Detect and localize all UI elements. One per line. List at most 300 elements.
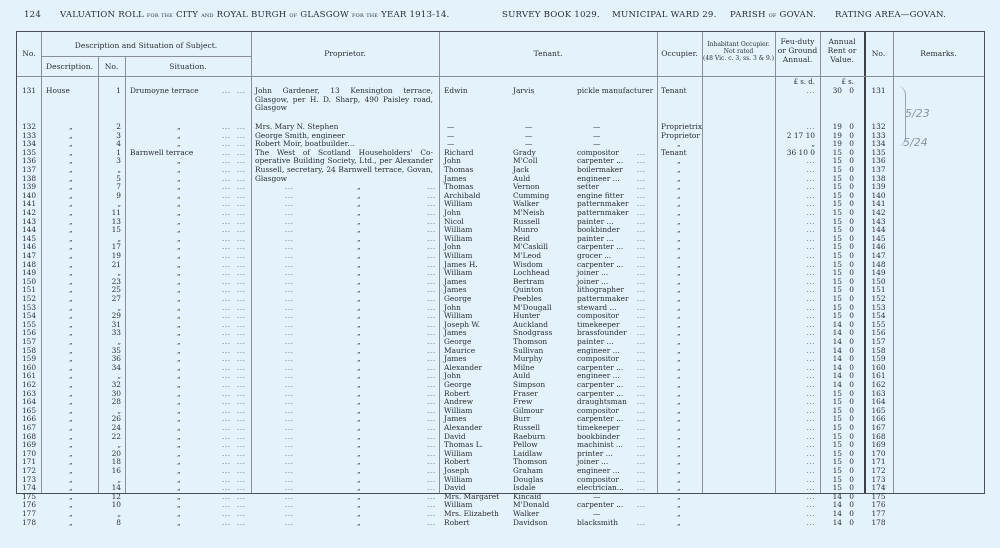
description: „ [69,260,73,269]
situation-filler: ... [222,311,231,321]
feu-units: £ s. d. [793,78,815,86]
rent-pounds: 15 [832,190,842,200]
sub-number: 34 [111,362,121,372]
row-number: 175 [21,491,37,501]
sub-number: 33 [111,328,121,338]
row-number-right: 153 [871,302,886,312]
situation-filler: ... [222,139,231,149]
sub-number: „ [117,406,121,415]
occupation-filler: ... [637,242,646,252]
occupation-filler: ... [637,190,646,200]
feu-duty: ... [806,190,815,200]
occupier-status: „ [677,209,681,217]
tenant-occupation: carpenter ... [577,414,624,424]
situation-filler: ... [222,233,231,243]
row-number: 157 [21,337,37,346]
situation-filler: ... [237,199,246,209]
proprietor-132: Mrs. Mary N. Stephen [255,122,339,131]
tenant-first-name: Robert [444,517,470,527]
row-number: 164 [21,397,37,407]
situation: „ [177,260,181,269]
description: „ [69,484,73,493]
proprietor-filler: ... [285,319,294,329]
sub-number: 29 [111,311,121,321]
row-number: 139 [21,182,37,192]
description: „ [69,209,73,217]
situation: „ [177,467,181,475]
rent-shillings: 0 [849,362,854,372]
rent-shillings: 0 [849,302,854,312]
proprietor-filler: ... [285,423,294,432]
proprietor-filler: ... [427,423,436,432]
situation-filler: ... [237,294,246,303]
rent-shillings: 0 [849,440,854,450]
rent-shillings: 0 [849,448,854,458]
proprietor-ditto: „ [357,200,361,209]
rent-shillings: 0 [849,190,854,200]
proprietor-ditto: „ [357,338,361,346]
row-number: 132 [21,122,37,131]
occupier-status: „ [677,467,681,475]
situation-filler: ... [237,466,246,475]
description: „ [69,398,73,407]
feu-duty: ... [806,380,815,389]
tenant-occupation: carpenter ... [577,500,624,510]
municipal-ward: MUNICIPAL WARD 29. [612,10,717,20]
rent-pounds: 19 [832,139,842,149]
row-number: 159 [21,354,37,364]
rent-shillings: 0 [849,354,854,364]
row-number: 145 [21,233,37,243]
feu-duty: ... [806,251,815,260]
tenant-occupation: painter ... [577,337,614,346]
occupier-status: Proprietrix [661,122,702,131]
proprietor-filler: ... [285,259,294,269]
rent-shillings: 0 [849,225,854,235]
proprietor-filler: ... [427,345,436,355]
proprietor-filler: ... [427,517,436,527]
proprietor-filler: ... [427,431,436,441]
situation-filler: ... [237,388,246,398]
situation-filler: ... [222,328,231,338]
description: „ [69,449,73,458]
row-number: 178 [21,517,37,527]
proprietor-filler: ... [427,311,436,321]
tenant-surname: Frew [513,397,533,407]
tenant-surname: M'Coll [513,156,538,166]
proprietor-filler: ... [427,500,436,510]
sub-number: 4 [116,139,121,149]
proprietor-ditto: „ [357,312,361,321]
description: „ [69,166,73,174]
occupation-filler: ... [637,199,646,209]
tenant-occupation: — [593,139,601,149]
occupier-status: „ [677,243,681,252]
occupier-status: „ [677,355,681,364]
rent-pounds: 15 [832,182,842,192]
row-number-right: 137 [871,165,886,174]
situation: „ [177,424,181,432]
sub-number: „ [117,441,121,450]
proprietor-ditto: „ [357,234,361,243]
proprietor-filler: ... [285,182,294,192]
occupier-status: Tenant [661,86,687,95]
tenant-first-name: David [444,483,466,493]
tenant-occupation: — [593,122,601,131]
page-header [24,10,984,24]
tenant-first-name: David [444,431,466,441]
tenant-occupation: — [593,491,601,501]
description: „ [69,234,73,243]
proprietor-ditto: „ [357,363,361,372]
rent-pounds: 14 [832,354,842,364]
header-rule [17,76,984,77]
tenant-first-name: William [444,500,473,510]
description: „ [69,424,73,432]
occupation-filler: ... [637,294,646,303]
row-number: 140 [21,190,37,200]
occupation-filler: ... [637,225,646,235]
situation-filler: ... [237,509,246,518]
occupier-status: „ [677,346,681,355]
row-number: 168 [21,431,37,441]
situation-filler: ... [222,216,231,226]
proprietor-ditto: „ [357,432,361,441]
feu-duty: ... [806,328,815,338]
occupation-filler: ... [637,165,646,174]
tenant-surname: Murphy [513,354,543,364]
occupation-filler: ... [637,302,646,312]
description: „ [69,510,73,518]
feu-duty: ... [806,345,815,355]
tenant-surname: Quinton [513,285,544,295]
occupation-filler: ... [637,517,646,527]
situation: „ [177,183,181,192]
proprietor-filler: ... [285,311,294,321]
proprietor-filler: ... [427,405,436,415]
remark-note-2: 5/24 [903,136,928,149]
proprietor-filler: ... [285,362,294,372]
row-number: 156 [21,328,37,338]
row-number-right: 161 [871,371,886,381]
tenant-surname: M'Leod [513,251,542,260]
occupier-status: „ [677,441,681,450]
situation-filler: ... [237,216,246,226]
inhabitant-line-3: (48 Vic. c. 3, ss. 3 & 9.) [702,55,775,62]
situation-filler: ... [222,319,231,329]
row-number: 161 [21,371,37,381]
situation-filler: ... [237,122,246,131]
rent-shillings: 0 [849,182,854,192]
tenant-surname: Thomson [513,337,548,346]
proprietor-ditto: „ [357,260,361,269]
situation-filler: ... [237,173,246,183]
rent-pounds: 15 [832,294,842,303]
row-number-right: 151 [871,285,886,295]
tenant-occupation: joiner ... [577,268,609,278]
situation-filler: ... [237,380,246,389]
proprietor-ditto: „ [357,381,361,389]
rent-shillings: 0 [849,345,854,355]
situation-filler: ... [237,337,246,346]
occupation-filler: ... [637,276,646,286]
tenant-first-name: James [444,414,467,424]
feu-duty: ... [806,156,815,166]
row-number: 148 [21,259,37,269]
row-number-right: 160 [871,362,886,372]
roll-title [60,10,450,20]
occupier-status: „ [677,277,681,286]
rent-shillings: 0 [849,173,854,183]
situation-filler: ... [237,397,246,407]
situation-filler: ... [222,466,231,475]
description: „ [69,475,73,484]
feu-duty: ... [806,423,815,432]
proprietor-filler: ... [285,509,294,518]
row-number-right: 136 [871,156,886,166]
rent-pounds: 15 [832,216,842,226]
tenant-occupation: painter ... [577,216,614,226]
proprietor-filler: ... [285,337,294,346]
occupation-filler: ... [637,147,646,157]
title-city: CITY [175,10,199,20]
sub-number: „ [117,475,121,484]
proprietor-filler: ... [285,294,294,303]
sub-number: „ [117,510,121,518]
rent-pounds: 15 [832,431,842,441]
situation-filler: ... [222,414,231,424]
occupation-filler: ... [637,431,646,441]
occupier-status: „ [677,140,681,149]
occupier-status: „ [677,475,681,484]
proprietor-filler: ... [427,509,436,518]
col-header-inhabitant [702,41,775,62]
occupier-status: „ [677,320,681,329]
situation: „ [177,303,181,312]
situation: „ [177,355,181,364]
occupier-status: „ [677,424,681,432]
sub-number: 19 [111,251,121,260]
proprietor-filler: ... [427,388,436,398]
tenant-occupation: grocer ... [577,251,612,260]
row-number: 173 [21,474,37,484]
row-number-right: 141 [871,199,886,209]
proprietor-filler: ... [285,431,294,441]
row-number: 165 [21,405,37,415]
description: „ [69,441,73,450]
rent-line-2: Rent or [827,46,857,55]
tenant-first-name: — [447,139,455,149]
situation-filler: ... [222,182,231,192]
row-number: 143 [21,216,37,226]
feu-duty: ... [806,337,815,346]
sub-number: „ [117,269,121,278]
sub-number: 5 [116,173,121,183]
occupier-status: „ [677,286,681,295]
feu-duty: ... [806,294,815,303]
situation-filler: ... [237,147,246,157]
row-number-right: 167 [871,423,886,432]
proprietor-filler: ... [285,405,294,415]
description: „ [69,372,73,381]
proprietor-ditto: „ [357,518,361,527]
situation: „ [177,295,181,303]
row-number-right: 155 [871,319,886,329]
situation-filler: ... [237,251,246,260]
occupier-status: Tenant [661,147,687,157]
rent-pounds: 14 [832,371,842,381]
situation: „ [177,243,181,252]
tenant-first-name: William [444,251,473,260]
tenant-occupation: carpenter ... [577,242,624,252]
occupation-filler: ... [637,405,646,415]
occupation-filler: ... [637,337,646,346]
rent-pounds: 14 [832,362,842,372]
situation-filler: ... [222,165,231,174]
row-number-right: 147 [871,251,886,260]
occupation-filler: ... [637,466,646,475]
tenant-first-name: James [444,354,467,364]
proprietor-ditto: „ [357,320,361,329]
proprietor-135: The West of Scotland Householders' Co-operative Building Society, Ltd., per Alexander Russell, secretary, 24 Barnwell terrace, Govan, Glasgow [255,147,433,183]
proprietor-filler: ... [427,328,436,338]
feu-duty: ... [806,302,815,312]
rent-pounds: 15 [832,233,842,243]
proprietor-filler: ... [427,483,436,493]
rent-pounds: 15 [832,405,842,415]
tenant-occupation: — [593,130,601,140]
row-number-right: 177 [871,509,886,518]
situation-filler: ... [222,268,231,278]
proprietor-filler: ... [427,294,436,303]
rent-shillings: 0 [849,517,854,527]
situation: Barnwell terrace [130,147,194,157]
row-number: 134 [21,139,37,149]
situation-filler: ... [237,448,246,458]
situation-filler: ... [237,474,246,484]
occupation-filler: ... [637,268,646,278]
occupier-status: „ [677,303,681,312]
proprietor-filler: ... [427,285,436,295]
rent-shillings: 0 [849,371,854,381]
row-number: 160 [21,362,37,372]
situation: „ [177,234,181,243]
situation-filler: ... [222,302,231,312]
tenant-surname: Douglas [513,474,544,484]
tenant-occupation: printer ... [577,448,613,458]
occupation-filler: ... [637,397,646,407]
row-number-right: 145 [871,233,886,243]
proprietor-filler: ... [427,337,436,346]
feu-duty: ... [806,440,815,450]
tenant-surname: Russell [513,423,541,432]
occupation-filler: ... [637,208,646,217]
col-header-feu-duty [775,37,820,64]
occupation-filler: ... [637,440,646,450]
table-row [17,87,984,96]
occupier-status: „ [677,183,681,192]
description: „ [69,252,73,260]
proprietor-filler: ... [285,457,294,467]
proprietor-ditto: „ [357,372,361,381]
tenant-first-name: George [444,337,472,346]
rent-shillings: 0 [849,233,854,243]
row-number: 142 [21,208,37,217]
description: House [46,86,70,95]
situation-filler: ... [222,225,231,235]
tenant-occupation: — [593,509,601,518]
tenant-first-name: James [444,285,467,295]
tenant-first-name: John [444,242,461,252]
sub-number: 20 [111,448,121,458]
description: „ [69,226,73,235]
proprietor-ditto: „ [357,449,361,458]
rent-shillings: 0 [849,156,854,166]
rent-pounds: 14 [832,491,842,501]
situation-filler: ... [237,86,246,95]
proprietor-ditto: „ [357,415,361,424]
situation: „ [177,501,181,510]
tenant-occupation: pickle manufacturer [577,86,654,95]
feu-duty: ... [806,405,815,415]
tenant-occupation: draughtsman [577,397,627,407]
occupier-status: „ [677,518,681,527]
situation: „ [177,191,181,200]
description: „ [69,406,73,415]
situation-filler: ... [222,448,231,458]
occupation-filler: ... [637,414,646,424]
situation-filler: ... [222,431,231,441]
row-number-right: 140 [871,190,886,200]
description: „ [69,432,73,441]
rent-shillings: 0 [849,130,854,140]
tenant-first-name: Maurice [444,345,476,355]
tenant-occupation: electrician... [577,483,624,493]
proprietor-ditto: „ [357,295,361,303]
feu-duty: ... [806,208,815,217]
proprietor-filler: ... [427,242,436,252]
tenant-surname: Snodgrass [513,328,553,338]
tenant-first-name: William [444,268,473,278]
rent-pounds: 15 [832,268,842,278]
feu-duty: ... [806,517,815,527]
title-royal-burgh: ROYAL BURGH [216,10,287,20]
sub-number: 31 [111,319,121,329]
valuation-table [16,31,985,527]
rent-shillings: 0 [849,139,854,149]
proprietor-filler: ... [285,276,294,286]
proprietor-133: George Smith, engineer [255,130,345,140]
proprietor-filler: ... [285,500,294,510]
feu-line-1: Feu-duty [780,37,815,46]
situation: „ [177,389,181,398]
proprietor-filler: ... [285,208,294,217]
description: „ [69,131,73,140]
proprietor-filler: ... [427,397,436,407]
row-number: 162 [21,380,37,389]
tenant-occupation: compositor [577,311,619,321]
tenant-occupation: bookbinder [577,431,620,441]
feu-duty: ... [806,371,815,381]
tenant-surname: — [525,122,533,131]
sub-number: „ [117,166,121,174]
row-number-right: 133 [871,130,886,140]
rent-pounds: 15 [832,474,842,484]
situation: Drumoyne terrace [130,86,199,95]
situation: „ [177,269,181,278]
description: „ [69,389,73,398]
occupation-filler: ... [637,345,646,355]
